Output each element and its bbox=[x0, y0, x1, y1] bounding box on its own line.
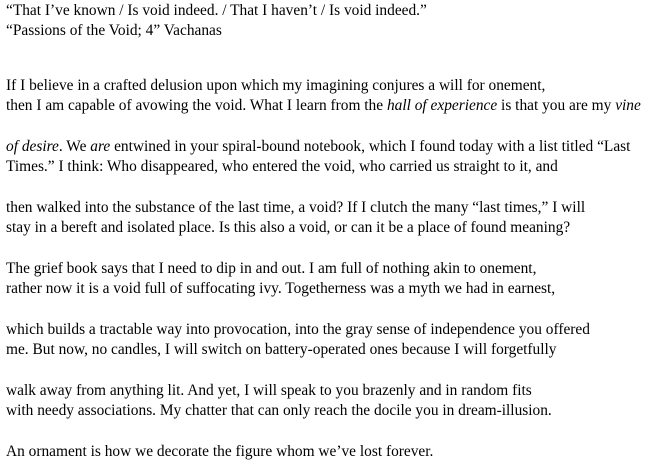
body-line-13: An ornament is how we decorate the figure whom we’ve lost forever. bbox=[6, 443, 434, 460]
body-line-9: which builds a tractable way into provocation, into the gray sense of independence you offered bbox=[6, 321, 590, 338]
body-line-5: then walked into the substance of the last time, a void? If I clutch the many “last times,” I will bbox=[6, 199, 586, 216]
epigraph-quote: “That I’ve known / Is void indeed. / That I haven’t / Is void indeed.” bbox=[6, 2, 427, 19]
emphasis-hall-of-experience: hall of experience bbox=[386, 97, 498, 114]
body-line-11: walk away from anything lit. And yet, I will speak to you brazenly and in random fits bbox=[6, 382, 532, 399]
body-line-6: stay in a bereft and isolated place. Is this also a void, or can it be a place of found meaning? bbox=[6, 219, 571, 236]
emphasis-vine: vine bbox=[615, 97, 641, 114]
body-line-4: Times.” I think: Who disappeared, who entered the void, who carried us straight to it, and bbox=[6, 158, 558, 175]
body-line-7: The grief book says that I need to dip in and out. I am full of nothing akin to onement, bbox=[6, 260, 537, 277]
epigraph-attribution: “Passions of the Void; 4” Vachanas bbox=[6, 22, 222, 39]
body-line-3: of desire. We are entwined in your spiral-bound notebook, which I found today with a list titled “Last bbox=[6, 138, 631, 155]
emphasis-of-desire: of desire bbox=[6, 138, 59, 155]
body-line-10: me. But now, no candles, I will switch on battery-operated ones because I will forgetfully bbox=[6, 341, 557, 358]
body-line-2: then I am capable of avowing the void. What I learn from the hall of experience is that you are my vine bbox=[6, 97, 641, 114]
emphasis-are: are bbox=[90, 138, 111, 155]
body-line-8: rather now it is a void full of suffocating ivy. Togetherness was a myth we had in earnest, bbox=[6, 280, 556, 297]
body-line-1: If I believe in a crafted delusion upon which my imagining conjures a will for onement, bbox=[6, 77, 546, 94]
body-line-12: with needy associations. My chatter that can only reach the docile you in dream-illusion. bbox=[6, 402, 552, 419]
